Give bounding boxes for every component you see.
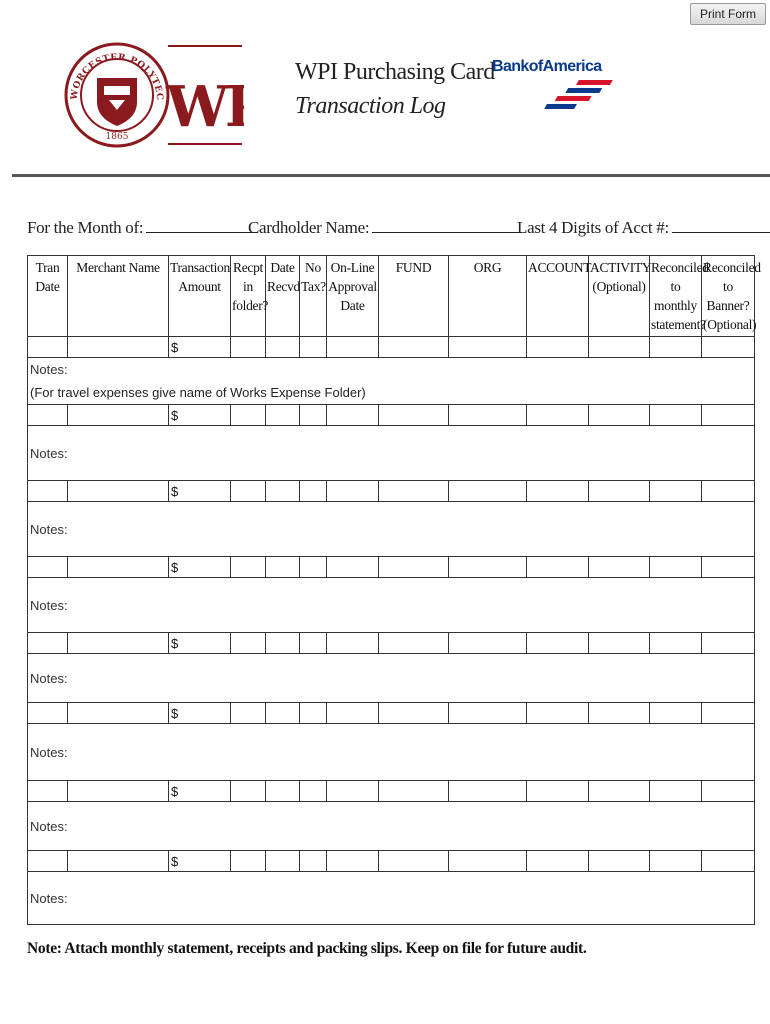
transaction-row — [28, 703, 755, 724]
transaction-cell[interactable] — [231, 633, 266, 654]
column-header — [169, 256, 231, 337]
transaction-cell[interactable] — [28, 703, 68, 724]
column-header-line: Reconciled — [703, 260, 761, 275]
transaction-cell[interactable] — [68, 405, 169, 426]
cardholder-field — [248, 218, 522, 238]
transaction-cell[interactable] — [379, 851, 449, 872]
transaction-cell[interactable] — [68, 851, 169, 872]
transaction-cell[interactable] — [589, 337, 650, 358]
acct-field — [517, 218, 770, 238]
transaction-cell[interactable] — [702, 851, 755, 872]
amount-cell[interactable] — [169, 481, 231, 502]
transaction-cell[interactable] — [266, 633, 300, 654]
column-header-line: Approval — [328, 279, 377, 294]
transaction-cell[interactable] — [527, 405, 589, 426]
notes-row — [28, 872, 755, 925]
transaction-cell[interactable] — [702, 405, 755, 426]
transaction-cell[interactable] — [68, 633, 169, 654]
form-title: WPI Purchasing Card — [295, 59, 495, 85]
bank-of-america-logo — [492, 58, 622, 110]
column-header-line: Tran — [35, 260, 60, 275]
transaction-cell[interactable] — [650, 481, 702, 502]
notes-field[interactable] — [28, 502, 755, 557]
notes-label: Notes: — [30, 744, 68, 760]
currency-symbol: $ — [171, 407, 179, 423]
form-subtitle: Transaction Log — [295, 93, 446, 119]
notes-hint: (For travel expenses give name of Works Expense Folder) — [30, 385, 366, 400]
column-header-line: Recvd — [267, 279, 300, 294]
footer-note: Note: Attach monthly statement, receipts and packing slips. Keep on file for future audit. — [27, 940, 587, 957]
transaction-cell[interactable] — [231, 703, 266, 724]
column-header — [702, 256, 761, 337]
notes-field[interactable] — [28, 578, 755, 633]
transaction-cell[interactable] — [589, 851, 650, 872]
month-label: For the Month of: — [27, 218, 144, 237]
transaction-cell[interactable] — [231, 405, 266, 426]
transaction-cell[interactable] — [702, 703, 755, 724]
transaction-cell[interactable] — [379, 781, 449, 802]
transaction-cell[interactable] — [650, 557, 702, 578]
transaction-cell[interactable] — [327, 633, 379, 654]
transaction-cell[interactable] — [527, 703, 589, 724]
notes-row — [28, 802, 755, 851]
cardholder-input[interactable] — [372, 218, 522, 233]
transaction-cell[interactable] — [68, 781, 169, 802]
column-header — [231, 256, 269, 337]
transaction-cell[interactable] — [300, 481, 327, 502]
transaction-cell[interactable] — [266, 337, 300, 358]
column-header — [379, 256, 449, 337]
month-field — [27, 218, 258, 238]
column-header — [527, 256, 592, 337]
currency-symbol: $ — [171, 483, 179, 499]
transaction-cell[interactable] — [527, 633, 589, 654]
transaction-cell[interactable] — [266, 851, 300, 872]
transaction-cell[interactable] — [702, 557, 755, 578]
transaction-cell[interactable] — [327, 703, 379, 724]
header-divider — [12, 174, 770, 177]
amount-cell[interactable] — [169, 851, 231, 872]
transaction-cell[interactable] — [266, 405, 300, 426]
transaction-cell[interactable] — [589, 557, 650, 578]
transaction-cell[interactable] — [28, 851, 68, 872]
transaction-cell[interactable] — [702, 781, 755, 802]
transaction-cell[interactable] — [327, 337, 379, 358]
transaction-cell[interactable] — [650, 851, 702, 872]
transaction-cell[interactable] — [231, 337, 266, 358]
column-header-line: Date — [340, 298, 365, 313]
transaction-cell[interactable] — [527, 557, 589, 578]
column-header-line: ACCOUNT — [528, 260, 592, 275]
amount-cell[interactable] — [169, 405, 231, 426]
transaction-cell[interactable] — [589, 405, 650, 426]
transaction-cell[interactable] — [28, 405, 68, 426]
currency-symbol: $ — [171, 853, 179, 869]
transaction-row — [28, 781, 755, 802]
notes-field[interactable] — [28, 654, 755, 703]
transaction-cell[interactable] — [589, 633, 650, 654]
transaction-cell[interactable] — [589, 781, 650, 802]
transaction-cell[interactable] — [300, 337, 327, 358]
notes-label: Notes: — [30, 670, 68, 686]
transaction-cell[interactable] — [589, 481, 650, 502]
notes-field[interactable] — [28, 426, 755, 481]
print-form-button[interactable]: Print Form — [690, 3, 766, 25]
transaction-cell[interactable] — [327, 481, 379, 502]
column-header-line: to monthly — [654, 279, 697, 313]
column-header-line: Merchant Name — [76, 260, 160, 275]
transaction-cell[interactable] — [449, 405, 527, 426]
column-header — [266, 256, 300, 337]
transaction-cell[interactable] — [266, 481, 300, 502]
transaction-row — [28, 633, 755, 654]
transaction-cell[interactable] — [28, 781, 68, 802]
column-header-line: Tax? — [301, 279, 326, 294]
transaction-cell[interactable] — [650, 633, 702, 654]
transaction-cell[interactable] — [68, 557, 169, 578]
transaction-cell[interactable] — [379, 633, 449, 654]
transaction-cell[interactable] — [449, 851, 527, 872]
column-header — [28, 256, 68, 337]
transaction-cell[interactable] — [28, 481, 68, 502]
acct-label: Last 4 Digits of Acct #: — [517, 218, 669, 237]
transaction-cell[interactable] — [300, 781, 327, 802]
column-header-line: Amount — [178, 279, 221, 294]
column-header — [589, 256, 650, 337]
transaction-cell[interactable] — [300, 633, 327, 654]
seal-year: 1865 — [105, 132, 129, 142]
transaction-cell[interactable] — [300, 405, 327, 426]
notes-row — [28, 724, 755, 781]
transaction-cell[interactable] — [28, 633, 68, 654]
notes-field[interactable] — [28, 802, 755, 851]
transaction-cell[interactable] — [231, 781, 266, 802]
column-header-line: ORG — [473, 260, 502, 275]
transaction-cell[interactable] — [327, 781, 379, 802]
currency-symbol: $ — [171, 705, 179, 721]
transaction-cell[interactable] — [68, 703, 169, 724]
table-header — [28, 256, 755, 337]
transaction-cell[interactable] — [28, 337, 68, 358]
notes-label: Notes: — [30, 597, 68, 613]
transaction-cell[interactable] — [231, 557, 266, 578]
notes-label: Notes: — [30, 521, 68, 537]
column-header-line: On-Line — [330, 260, 375, 275]
column-header-line: No — [305, 260, 321, 275]
notes-row — [28, 578, 755, 633]
amount-cell[interactable] — [169, 703, 231, 724]
column-header — [68, 256, 169, 337]
notes-label: Notes: — [30, 890, 68, 906]
transaction-cell[interactable] — [379, 337, 449, 358]
transaction-cell[interactable] — [650, 405, 702, 426]
transaction-cell[interactable] — [702, 481, 755, 502]
transaction-cell[interactable] — [449, 337, 527, 358]
currency-symbol: $ — [171, 339, 179, 355]
transaction-cell[interactable] — [379, 703, 449, 724]
notes-row — [28, 654, 755, 703]
notes-row — [28, 502, 755, 557]
transaction-cell[interactable] — [449, 633, 527, 654]
column-header — [327, 256, 379, 337]
bank-flag-icon — [492, 74, 622, 110]
amount-cell[interactable] — [169, 781, 231, 802]
column-header-line: in — [243, 279, 253, 294]
transaction-cell[interactable] — [702, 633, 755, 654]
transaction-cell[interactable] — [527, 781, 589, 802]
column-header-line: Transaction — [170, 260, 230, 275]
transaction-cell[interactable] — [379, 481, 449, 502]
transaction-cell[interactable] — [300, 851, 327, 872]
notes-field[interactable] — [28, 358, 755, 405]
month-input[interactable] — [146, 218, 258, 233]
notes-row — [28, 358, 755, 405]
column-header-line: statement? — [651, 317, 706, 332]
transaction-row — [28, 481, 755, 502]
transaction-cell[interactable] — [650, 337, 702, 358]
transaction-cell[interactable] — [449, 703, 527, 724]
notes-field[interactable] — [28, 872, 755, 925]
amount-cell[interactable] — [169, 633, 231, 654]
wpi-wordmark: W — [166, 74, 225, 140]
transaction-row — [28, 851, 755, 872]
currency-symbol: $ — [171, 635, 179, 651]
transaction-cell[interactable] — [231, 481, 266, 502]
bank-of-america-wordmark: BankofAmerica — [492, 58, 602, 75]
amount-cell[interactable] — [169, 557, 231, 578]
transaction-cell[interactable] — [449, 557, 527, 578]
transaction-row — [28, 557, 755, 578]
column-header-line: (Optional) — [592, 279, 646, 294]
column-header-line: ACTIVITY — [590, 260, 652, 275]
amount-cell[interactable] — [169, 337, 231, 358]
column-header-line: Date — [35, 279, 60, 294]
cardholder-label: Cardholder Name: — [248, 218, 370, 237]
column-header — [449, 256, 527, 337]
column-header-line: Date — [270, 260, 295, 275]
transaction-row — [28, 405, 755, 426]
currency-symbol: $ — [171, 559, 179, 575]
transaction-cell[interactable] — [68, 481, 169, 502]
transaction-cell[interactable] — [449, 481, 527, 502]
transaction-cell[interactable] — [379, 405, 449, 426]
notes-label: Notes: — [30, 818, 68, 834]
transaction-cell[interactable] — [266, 557, 300, 578]
column-header-line: Reconciled — [651, 260, 709, 275]
transaction-cell[interactable] — [527, 337, 589, 358]
notes-label: Notes: — [30, 445, 68, 461]
transaction-cell[interactable] — [68, 337, 169, 358]
notes-label: Notes: — [30, 362, 68, 377]
column-header-line: (Optional) — [703, 317, 757, 332]
transaction-row — [28, 337, 755, 358]
transaction-cell[interactable] — [527, 851, 589, 872]
column-header — [650, 256, 709, 337]
transaction-table — [27, 255, 761, 925]
transaction-cell[interactable] — [327, 851, 379, 872]
transaction-cell[interactable] — [650, 781, 702, 802]
transaction-cell[interactable] — [266, 703, 300, 724]
acct-input[interactable] — [672, 218, 770, 233]
transaction-cell[interactable] — [449, 781, 527, 802]
transaction-cell[interactable] — [327, 557, 379, 578]
transaction-cell[interactable] — [327, 405, 379, 426]
transaction-cell[interactable] — [702, 337, 755, 358]
transaction-cell[interactable] — [28, 557, 68, 578]
transaction-cell[interactable] — [527, 481, 589, 502]
column-header-line: Recpt — [233, 260, 263, 275]
currency-symbol: $ — [171, 783, 179, 799]
transaction-cell[interactable] — [379, 557, 449, 578]
transaction-cell[interactable] — [589, 703, 650, 724]
transaction-cell[interactable] — [650, 703, 702, 724]
column-header — [300, 256, 327, 337]
transaction-cell[interactable] — [266, 781, 300, 802]
transaction-cell[interactable] — [300, 703, 327, 724]
column-header-line: folder? — [232, 298, 269, 313]
seal-text: WORCESTER POLYTEC — [69, 52, 165, 102]
transaction-cell[interactable] — [231, 851, 266, 872]
notes-field[interactable] — [28, 724, 755, 781]
column-header-line: to Banner? — [706, 279, 750, 313]
transaction-cell[interactable] — [300, 557, 327, 578]
wpi-logo — [64, 40, 244, 157]
notes-row — [28, 426, 755, 481]
column-header-line: FUND — [395, 260, 432, 275]
